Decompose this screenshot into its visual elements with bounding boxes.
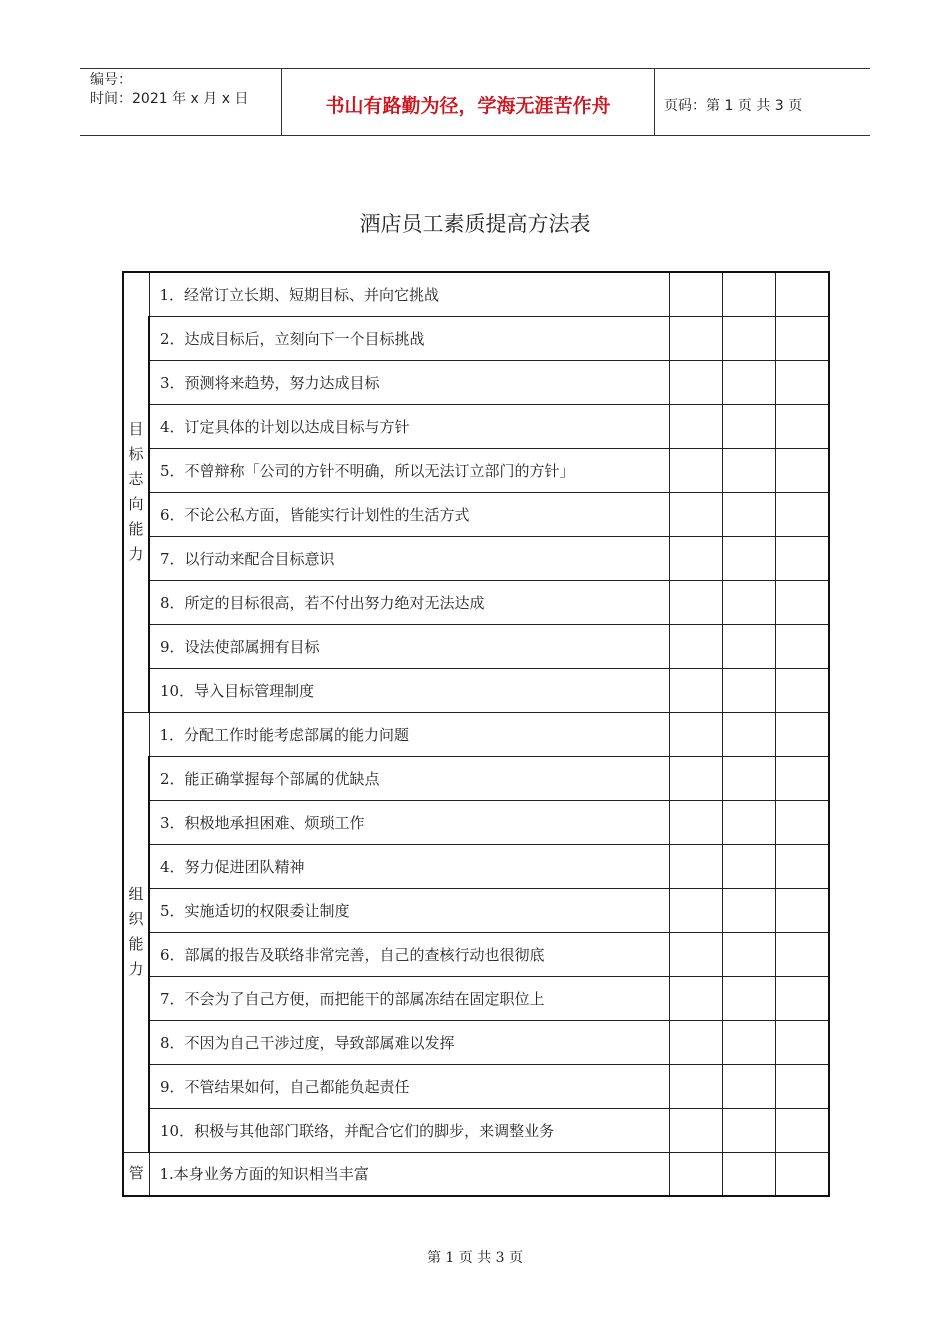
rating-cell[interactable] — [775, 316, 829, 360]
rating-cell[interactable] — [722, 712, 775, 756]
table-row — [123, 1152, 829, 1196]
table-row — [123, 712, 829, 756]
rating-cell[interactable] — [775, 536, 829, 580]
category-cell — [123, 272, 149, 712]
item-text: 7．不会为了自己方便，而把能干的部属冻结在固定职位上 — [149, 976, 669, 1020]
category-label: 管 — [128, 1164, 144, 1183]
table-row — [123, 536, 829, 580]
rating-cell[interactable] — [722, 404, 775, 448]
rating-cell[interactable] — [775, 448, 829, 492]
rating-cell[interactable] — [775, 624, 829, 668]
rating-cell[interactable] — [669, 712, 722, 756]
category-label: 目标志向能力 — [128, 420, 144, 564]
item-text: 9．设法使部属拥有目标 — [149, 624, 669, 668]
rating-cell[interactable] — [669, 580, 722, 624]
rating-cell[interactable] — [722, 976, 775, 1020]
table-row — [123, 888, 829, 932]
item-text: 5．实施适切的权限委让制度 — [149, 888, 669, 932]
rating-cell[interactable] — [775, 272, 829, 316]
rating-cell[interactable] — [669, 272, 722, 316]
rating-cell[interactable] — [775, 404, 829, 448]
rating-cell[interactable] — [722, 1152, 775, 1196]
rating-cell[interactable] — [722, 360, 775, 404]
item-text: 10．导入目标管理制度 — [149, 668, 669, 712]
header-divider — [654, 69, 655, 135]
table-row — [123, 1064, 829, 1108]
header-meta — [90, 71, 280, 109]
rating-cell[interactable] — [669, 1064, 722, 1108]
rating-cell[interactable] — [669, 448, 722, 492]
rating-cell[interactable] — [775, 976, 829, 1020]
number-label: 编号： — [90, 72, 132, 88]
item-text: 9．不管结果如何，自己都能负起责任 — [149, 1064, 669, 1108]
rating-cell[interactable] — [722, 316, 775, 360]
rating-cell[interactable] — [669, 844, 722, 888]
item-text: 1.本身业务方面的知识相当丰富 — [149, 1152, 669, 1196]
rating-cell[interactable] — [669, 492, 722, 536]
rating-cell[interactable] — [669, 316, 722, 360]
table-row — [123, 976, 829, 1020]
rating-cell[interactable] — [722, 844, 775, 888]
rating-cell[interactable] — [775, 668, 829, 712]
rating-cell[interactable] — [775, 712, 829, 756]
document-header — [80, 68, 870, 136]
rating-cell[interactable] — [775, 800, 829, 844]
item-text: 1．分配工作时能考虑部属的能力问题 — [149, 712, 669, 756]
table-row — [123, 932, 829, 976]
rating-cell[interactable] — [669, 624, 722, 668]
rating-cell[interactable] — [722, 624, 775, 668]
table-row — [123, 272, 829, 316]
rating-cell[interactable] — [669, 1152, 722, 1196]
time-label: 时间：2021 年 x 月 x 日 — [90, 91, 249, 107]
item-text: 6．不论公私方面，皆能实行计划性的生活方式 — [149, 492, 669, 536]
rating-cell[interactable] — [669, 668, 722, 712]
rating-cell[interactable] — [722, 580, 775, 624]
table-row — [123, 1020, 829, 1064]
table-row — [123, 492, 829, 536]
rating-cell[interactable] — [669, 976, 722, 1020]
header-page-info: 页码：第 1 页 共 3 页 — [664, 98, 803, 114]
table-row — [123, 360, 829, 404]
category-cell — [123, 1152, 149, 1196]
table-row — [123, 580, 829, 624]
item-text: 2．达成目标后，立刻向下一个目标挑战 — [149, 316, 669, 360]
rating-cell[interactable] — [722, 756, 775, 800]
item-text: 1．经常订立长期、短期目标、并向它挑战 — [149, 272, 669, 316]
rating-cell[interactable] — [722, 448, 775, 492]
rating-cell[interactable] — [775, 1108, 829, 1152]
table-row — [123, 756, 829, 800]
rating-cell[interactable] — [722, 888, 775, 932]
item-text: 7．以行动来配合目标意识 — [149, 536, 669, 580]
rating-cell[interactable] — [669, 888, 722, 932]
header-motto: 书山有路勤为径，学海无涯苦作舟 — [325, 95, 611, 117]
table-row — [123, 624, 829, 668]
item-text: 3．积极地承担困难、烦琐工作 — [149, 800, 669, 844]
rating-cell[interactable] — [775, 932, 829, 976]
rating-cell[interactable] — [722, 1108, 775, 1152]
rating-cell[interactable] — [775, 360, 829, 404]
category-label: 组织能力 — [128, 885, 144, 978]
table-row — [123, 844, 829, 888]
rating-cell[interactable] — [669, 800, 722, 844]
rating-cell[interactable] — [775, 844, 829, 888]
item-text: 2．能正确掌握每个部属的优缺点 — [149, 756, 669, 800]
rating-cell[interactable] — [775, 1064, 829, 1108]
rating-cell[interactable] — [722, 800, 775, 844]
evaluation-table — [122, 271, 830, 1197]
rating-cell[interactable] — [669, 360, 722, 404]
rating-cell[interactable] — [775, 492, 829, 536]
rating-cell[interactable] — [669, 1020, 722, 1064]
rating-cell[interactable] — [722, 932, 775, 976]
rating-cell[interactable] — [722, 272, 775, 316]
rating-cell[interactable] — [669, 404, 722, 448]
rating-cell[interactable] — [669, 1108, 722, 1152]
table-row — [123, 1108, 829, 1152]
item-text: 4．努力促进团队精神 — [149, 844, 669, 888]
page-footer: 第 1 页 共 3 页 — [426, 1250, 524, 1266]
rating-cell[interactable] — [722, 492, 775, 536]
document-title: 酒店员工素质提高方法表 — [359, 212, 591, 236]
rating-cell[interactable] — [722, 1020, 775, 1064]
rating-cell[interactable] — [669, 536, 722, 580]
rating-cell[interactable] — [775, 1020, 829, 1064]
rating-cell[interactable] — [775, 888, 829, 932]
table-row — [123, 448, 829, 492]
category-cell — [123, 712, 149, 1152]
rating-cell[interactable] — [722, 668, 775, 712]
item-text: 4．订定具体的计划以达成目标与方针 — [149, 404, 669, 448]
item-text: 8．不因为自己干涉过度，导致部属难以发挥 — [149, 1020, 669, 1064]
table-row — [123, 316, 829, 360]
rating-cell[interactable] — [669, 932, 722, 976]
item-text: 6．部属的报告及联络非常完善，自己的查核行动也很彻底 — [149, 932, 669, 976]
table-row — [123, 668, 829, 712]
rating-cell[interactable] — [722, 1064, 775, 1108]
rating-cell[interactable] — [669, 756, 722, 800]
rating-cell[interactable] — [775, 1152, 829, 1196]
item-text: 10．积极与其他部门联络，并配合它们的脚步，来调整业务 — [149, 1108, 669, 1152]
table-row — [123, 800, 829, 844]
rating-cell[interactable] — [775, 580, 829, 624]
table-row — [123, 404, 829, 448]
item-text: 5．不曾辩称「公司的方针不明确，所以无法订立部门的方针」 — [149, 448, 669, 492]
rating-cell[interactable] — [775, 756, 829, 800]
item-text: 3．预测将来趋势，努力达成目标 — [149, 360, 669, 404]
rating-cell[interactable] — [722, 536, 775, 580]
item-text: 8．所定的目标很高，若不付出努力绝对无法达成 — [149, 580, 669, 624]
